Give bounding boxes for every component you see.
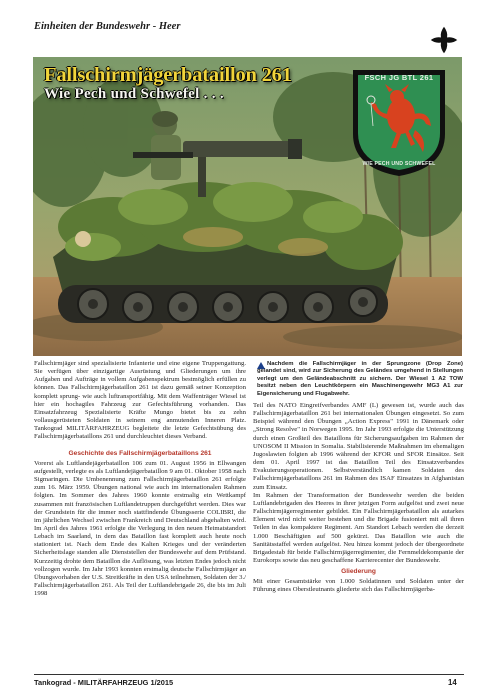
structure-heading: Gliederung [341,568,376,576]
history-heading: Geschichte des Fallschirmjägerbataillons 261 [68,449,212,457]
feature-subtitle: Wie Pech und Schwefel . . . [44,86,224,102]
caption-text: Nachdem die Fallschirmjäger in der Sprungzone (Drop Zone) gelandet sind, wird zur Sicherung des Geländes umgehend in Stellungen verlegt um den Geländeabschnitt zu sichern. Der Wiesel 1 A2 TOW besitzt neben den Leuchtkörpern ein Maschinengewehr MG3 A1 zur Eigensicherung und Flugabwehr. [257,361,463,397]
right-paragraph-1: Teil des NATO Eingreifverbandes AMF (L) gewesen ist, wurde auch das Fallschirmjägerbataillon 261 bei internationalen Übungen eingesetzt. So zum Beispiel während den Übungen „Action Express" 1991 in Dänemark oder „Strong Resolve" in Norwegen 1995. Im Jahr 1993 erfolgte die Unterstützung durch einen Großteil des Bataillons für Sicherungsaufgaben im Rahmen der UNOSOM II Mission in Somalia. Stabilisierende Maßnahmen im ehemaligen Jugoslawien folgten ab 1996 während der KFOR und SFOR Einsätze. Seit dem 01. April 1997 ist das Bataillon Teil des Einsatzverbandes Evakuierungsoperationen. Selbstverständlich kamen Soldaten des Fallschirmjägerbataillons 261 im Rahmen des ISAF Einsatzes in Afghanistan zum Einsatz. [253,402,464,491]
right-paragraph-3: Mit einer Gesamtstärke von 1.000 Soldatinnen und Soldaten unter der Führung eines Oberstleutnants gliederte sich das Fallschirmjägerba- [253,578,464,594]
page-number: 14 [448,678,457,687]
photo-caption [257,361,463,398]
feature-title: Fallschirmjägerbataillon 261 [44,64,292,86]
caption-marker-icon [257,362,265,369]
right-paragraph-2: Im Rahmen der Transformation der Bundeswehr werden die beiden Luftlandebrigaden des Heeres in ihrer jetzigen Form aufgelöst und zwei neue Fallschirmjägerregimenter gebildet. Ein Fallschirmjägerbataillon als autarkes Element wird nicht weiter bestehen und die Brigade fusioniert mit all ihren Teilen in das kompaktere Regiment. Am Standort Lebach werden die derzeit 1.000 Beschäftigten auf 500 gekürzt. Das Bataillon wie auch die Sanitätsstaffel werden aufgelöst. Neu hinzu kommt jedoch der übergeordnete Brigadestab für beide Fallschirmjägerregimenter, die Fernmeldekompanie der Eurokorps sowie das neu geschaffene Karrierecenter der Bundeswehr. [253,491,464,564]
badge-motto: WIE PECH UND SCHWEFEL [362,161,436,167]
iron-cross-icon [428,24,460,56]
badge-top-text: FSCH JG BTL 261 [364,73,434,82]
intro-paragraph: Fallschirmjäger sind spezialisierte Infanterie und eine eigene Truppengattung. Sie verfügen über einzigartige Ausrüstung und Gliederungen um ihre Aufgaben und Aufträge in vollem Aufgabenspektrum bestmöglich erfüllen zu können. Das Fallschirmjägerbataillon 261 ist dazu gemäß seiner Konzeption komplett sprung- wie auch luftransportfähig. Mit dem Waffenträger Wiesel ist hier ein hochagiles Fahrzeug zur Gefechtsführung vorhanden. Das Einsatzfahrzeug Spezialisierte Kräfte Mungo bietet bis zu zehn vollausgerüsteten Soldaten in seinem eng anmutenden Inneren Platz. Tankograd MILITÄRFAHRZEUG begleitete die letzte Gefechtsübung des Fallschirmjägerbataillons 261 und durchleuchtet dieses Verband. [34,360,246,441]
history-paragraph: Vorerst als Luftlandejägerbataillon 106 zum 01. August 1956 in Ellwangen aufgestellt, verlegte es als Luftlandejägerbataillon 9 am 01. Oktober 1958 nach Sigmaringen. Die Umbenennung zum Fallschirmjägerbataillon 261 erfolgte zum 16. März 1959. Übungen national wie auch im internationalen Rahmen folgten. Im Sommer des Jahres 1960 konnte erstmalig ein Wettkampf zusammen mit französischen Luftlandetruppen durchgeführt werden. Dies war der Grundstein für die immer noch stattfindende Übungsserie COLIBRI, die im jährlichen Wechsel zwischen Frankreich und Deutschland abgehalten wird. Im April des Jahres 1961 erfolgte die Verlegung in den neuen Heimatstandort Lebach im Saarland, in dem das Bataillon fast komplett auch heute noch stationiert ist. Nach dem Ende des Kalten Krieges und der veränderten Sicherheitslage standen alle Dienststellen der Bundeswehr auf dem Prüfstand. Kurzzeitig drohte dem Bataillon die Auflösung, was letzten Endes jedoch nicht vollzogen wurde. Im Jahr 1993 konnten erstmalig deutsche Fallschirmjäger an Übungsvorhaben der U.S. Streitkräfte in den USA teilnehmen, Soldaten der 3./ Fallschirmjägerbataillon 261. Als Teil der Luftlandebrigade 26, die bis im Juli 1998 [34,459,246,598]
footer-rule [34,674,464,675]
right-column [253,402,464,595]
publication-name: Tankograd - MILITÄRFAHRZEUG 1/2015 [34,678,174,687]
section-heading: Einheiten der Bundeswehr - Heer [34,21,181,32]
left-column [34,360,246,598]
